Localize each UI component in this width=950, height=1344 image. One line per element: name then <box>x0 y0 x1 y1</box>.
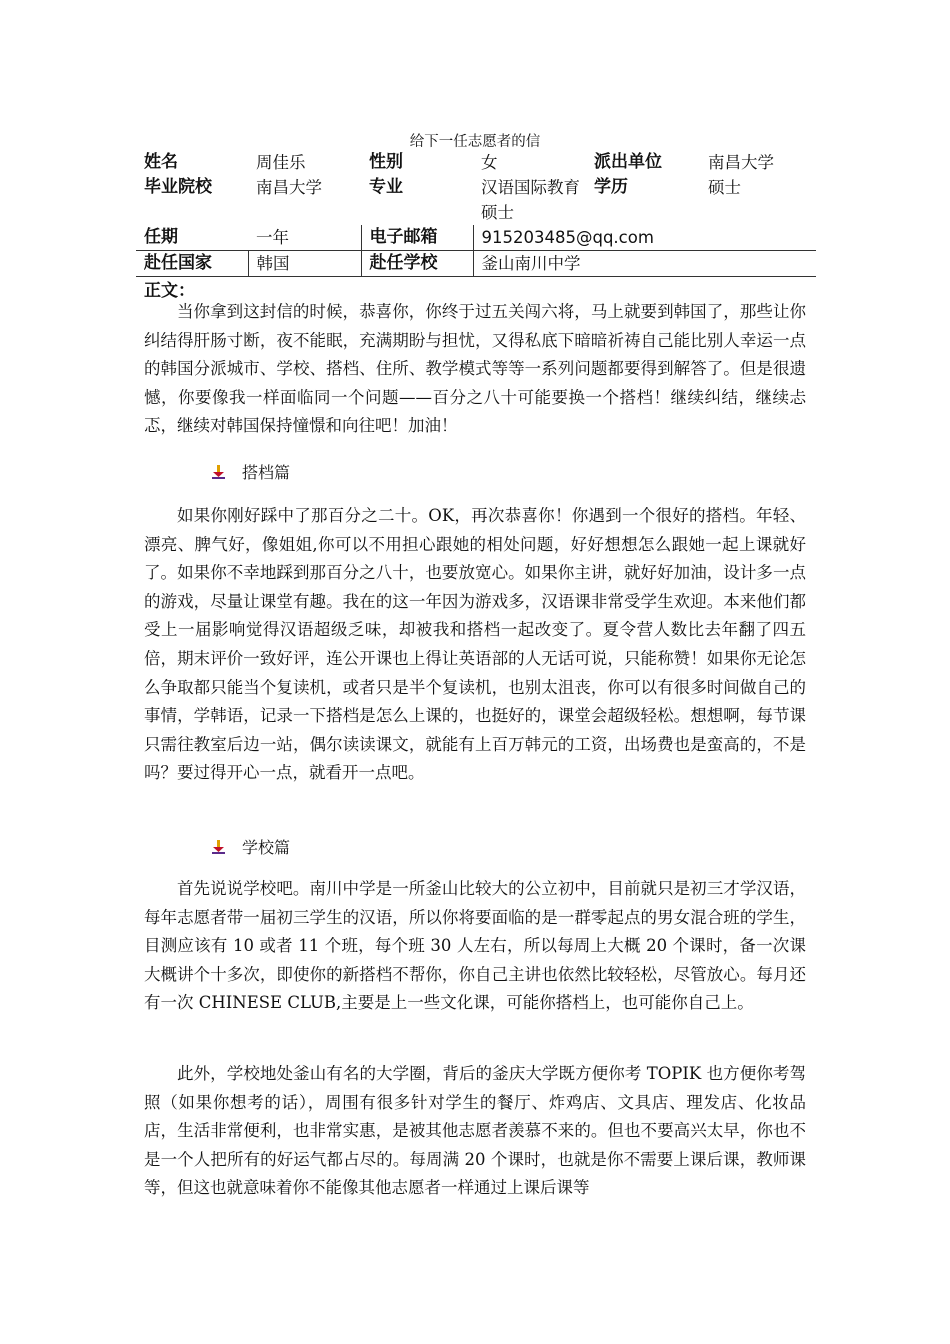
dest-school-value: 釜山南川中学 <box>473 251 816 277</box>
major-value: 汉语国际教育硕士 <box>481 178 580 222</box>
dest-school-label: 赴任学校 <box>361 251 473 277</box>
degree-label: 学历 <box>594 177 628 197</box>
major-label: 专业 <box>369 177 403 197</box>
term-label: 任期 <box>136 225 248 251</box>
letter-title: 给下一任志愿者的信 <box>409 134 541 150</box>
school-label: 毕业院校 <box>144 177 212 197</box>
section-heading-partner <box>210 460 290 483</box>
gender-value: 女 <box>481 153 498 172</box>
unit-value: 南昌大学 <box>708 153 774 172</box>
gender-label: 性别 <box>369 152 403 172</box>
section-title-partner: 搭档篇 <box>242 463 291 482</box>
info-row <box>136 175 816 225</box>
school-paragraph-2: 此外，学校地处釜山有名的大学圈，背后的釜庆大学既方便你考 TOPIK 也方便你考驾照（如果你想考的话），周围有很多针对学生的餐厅、炸鸡店、文具店、理发店、化妆品店，生活非常便利，也非常实惠，是被其他志愿者羡慕不来的。但也不要高兴太早，你也不是一个人把所有的好运气都占尽的。每周满 20 个课时，也就是你不需要上课后课，教师课等，但这也就意味着你不能像其他志愿者一样通过上课后课等 <box>144 1064 806 1198</box>
email-label: 电子邮箱 <box>361 225 473 251</box>
school-paragraph-1: 首先说说学校吧。南川中学是一所釜山比较大的公立初中，目前就只是初三才学汉语，每年志愿者带一届初三学生的汉语，所以你将要面临的是一群零起点的男女混合班的学生，目测应该有 10 或者 11 个班，每个班 30 人左右，所以每周上大概 20 个课时，备一次课大概讲个十多次，即使你的新搭档不帮你，你自己主讲也依然比较轻松，尽管放心。每月还有一次 CHINESE CLUB,主要是上一些文化课，可能你搭档上，也可能你自己上。 <box>144 879 806 1013</box>
email-value: 915203485@qq.com <box>473 225 816 251</box>
name-label: 姓名 <box>144 152 178 172</box>
info-row <box>136 225 816 251</box>
name-value: 周佳乐 <box>256 153 306 172</box>
degree-value: 硕士 <box>708 178 741 197</box>
school-value: 南昌大学 <box>256 178 322 197</box>
country-label: 赴任国家 <box>136 251 248 277</box>
country-value: 韩国 <box>248 251 361 277</box>
info-row <box>136 150 816 175</box>
arrow-bullet-icon <box>210 464 228 480</box>
intro-paragraph: 当你拿到这封信的时候，恭喜你，你终于过五关闯六将，马上就要到韩国了，那些让你纠结得肝肠寸断，夜不能眠，充满期盼与担忧，又得私底下暗暗祈祷自己能比别人幸运一点的韩国分派城市、学校、搭档、住所、教学模式等等一系列问题都要得到解答了。但是很遗憾，你要像我一样面临同一个问题——百分之八十可能要换一个搭档！继续纠结，继续忐忑，继续对韩国保持憧憬和向往吧！加油！ <box>144 302 806 436</box>
body-label: 正文： <box>144 281 195 301</box>
partner-paragraph: 如果你刚好踩中了那百分之二十。OK，再次恭喜你！你遇到一个很好的搭档。年轻、漂亮、脾气好，像姐姐,你可以不用担心跟她的相处问题，好好想想怎么跟她一起上课就好了。如果你不幸地踩到那百分之八十，也要放宽心。如果你主讲，就好好加油，设计多一点的游戏，尽量让课堂有趣。我在的这一年因为游戏多，汉语课非常受学生欢迎。本来他们都受上一届影响觉得汉语超级乏味，却被我和搭档一起改变了。夏令营人数比去年翻了四五倍，期末评价一致好评，连公开课也上得让英语部的人无话可说，只能称赞！如果你无论怎么争取都只能当个复读机，或者只是半个复读机，也别太沮丧，你可以有很多时间做自己的事情，学韩语，记录一下搭档是怎么上课的，也挺好的，课堂会超级轻松。想想啊，每节课只需往教室后边一站，偶尔读读课文，就能有上百万韩元的工资，出场费也是蛮高的，不是吗？要过得开心一点，就看开一点吧。 <box>144 506 806 783</box>
term-value: 一年 <box>248 225 361 251</box>
info-table <box>136 150 816 277</box>
arrow-bullet-icon <box>210 839 228 855</box>
section-heading-school <box>210 835 290 858</box>
unit-label: 派出单位 <box>594 152 662 172</box>
section-title-school: 学校篇 <box>242 838 291 857</box>
info-row <box>136 251 816 277</box>
